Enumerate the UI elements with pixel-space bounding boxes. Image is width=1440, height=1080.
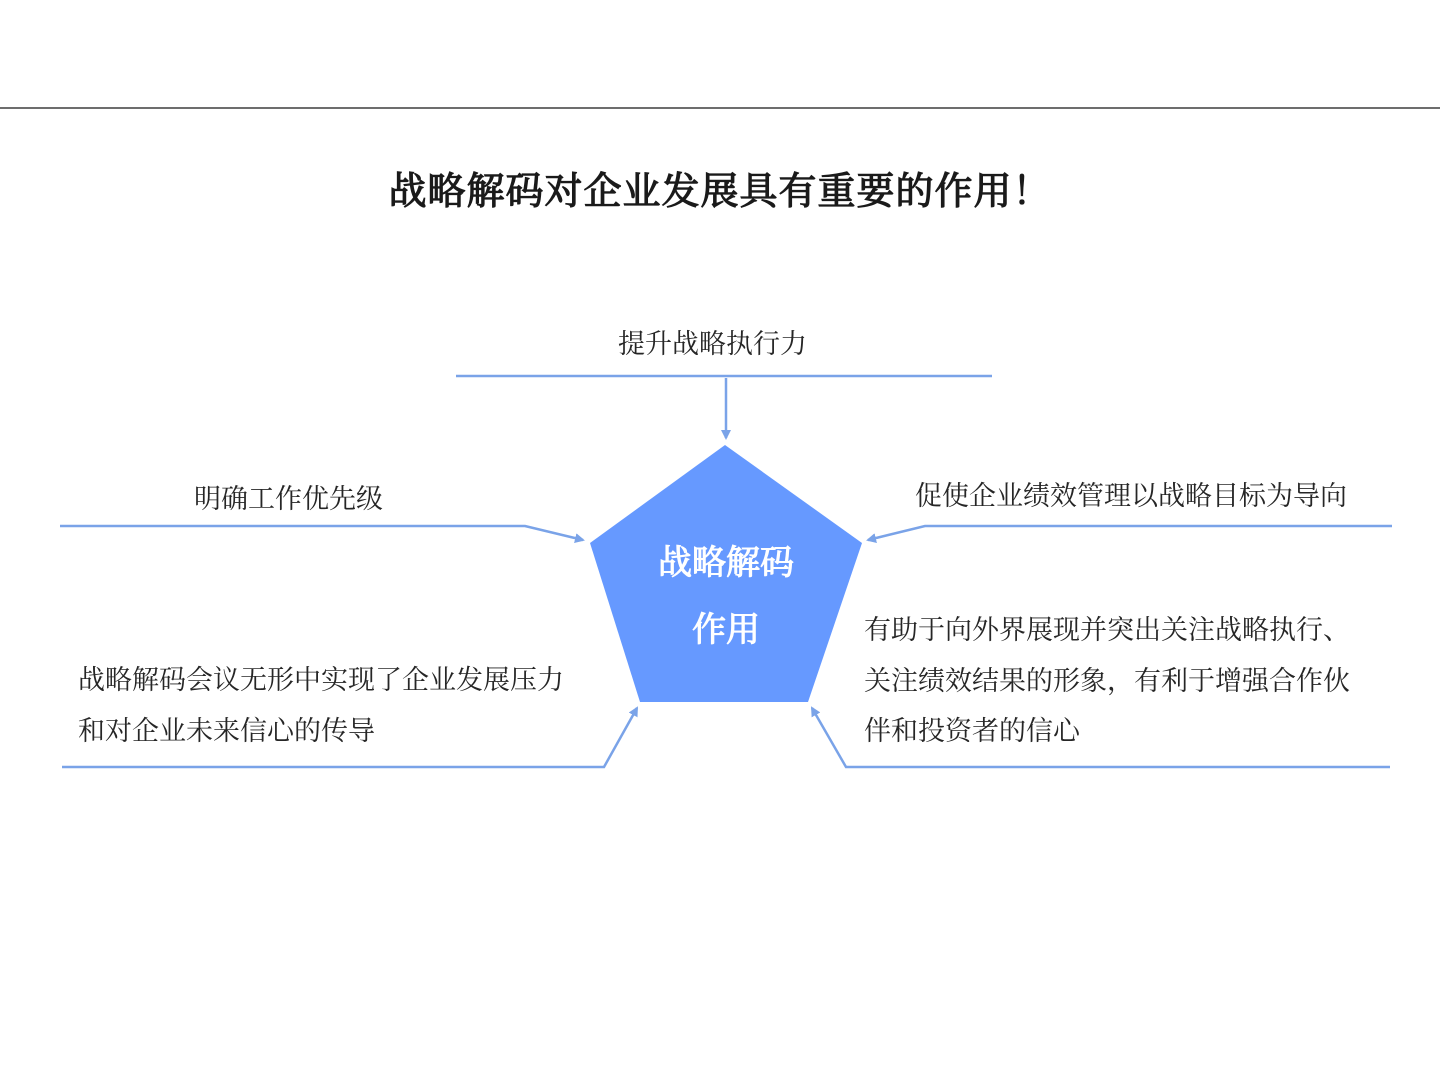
center-label-line2: 作用 <box>692 610 760 650</box>
item-right-lower-line3: 伴和投资者的信心 <box>864 716 1080 747</box>
item-top-label: 提升战略执行力 <box>618 329 807 360</box>
item-left-lower-line2: 和对企业未来信心的传导 <box>78 716 375 747</box>
center-label-line1: 战略解码 <box>658 543 794 583</box>
right-upper-connector <box>868 526 1392 540</box>
item-right-upper-label: 促使企业绩效管理以战略目标为导向 <box>915 481 1347 512</box>
item-left-upper-label: 明确工作优先级 <box>194 484 383 515</box>
page-title: 战略解码对企业发展具有重要的作用！ <box>388 169 1052 213</box>
item-right-lower-line1: 有助于向外界展现并突出关注战略执行、 <box>864 615 1350 646</box>
item-left-lower-line1: 战略解码会议无形中实现了企业发展压力 <box>78 665 564 696</box>
left-upper-connector <box>60 526 583 540</box>
item-right-lower-line2: 关注绩效结果的形象，有利于增强合作伙 <box>864 666 1350 697</box>
